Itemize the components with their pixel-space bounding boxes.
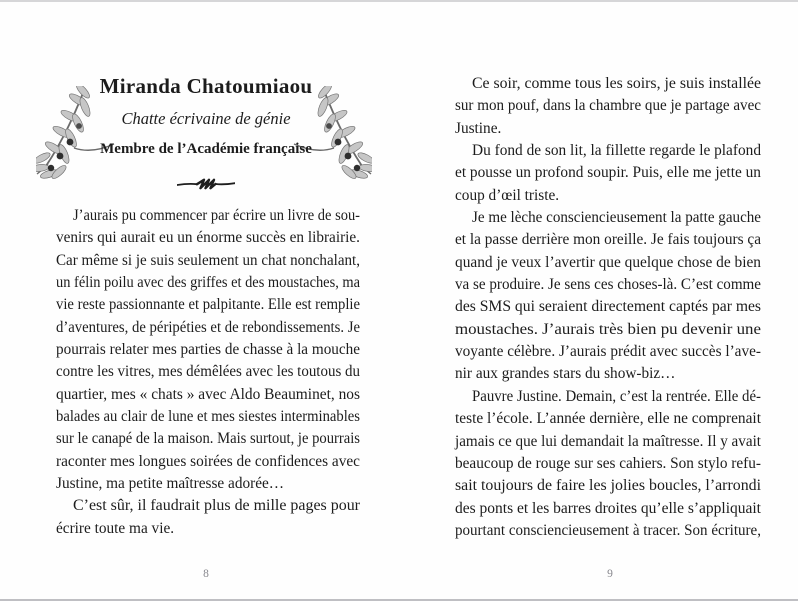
left-page-body-text xyxy=(56,205,360,540)
text-line: voyante célèbre. J’aurais prédit avec succès l’ave- xyxy=(455,343,761,361)
text-line: pourtant consciencieusement à tracer. Son écriture, xyxy=(455,521,761,539)
text-line: des SMS qui seraient directement captés par mes xyxy=(455,298,762,316)
text-line: quartier, mes « chats » avec Aldo Beauminet, nos xyxy=(56,385,361,403)
text-line: écrire toute ma vie. xyxy=(56,519,175,537)
text-line: contre les vitres, mes démêlées avec les toutous du xyxy=(56,363,361,381)
text-line: balades au clair de lune et mes siestes interminables xyxy=(56,408,361,426)
text-line: moustaches. J’aurais très bien pu devenir une xyxy=(455,320,761,338)
text-line: un félin poilu avec des griffes et des moustaches, ma xyxy=(56,274,361,292)
text-line: Justine. xyxy=(455,119,502,137)
text-line: J’aurais pu commencer par écrire un livre de sou- xyxy=(73,207,361,224)
text-line: et pousse un profond soupir. Puis, elle me jette un xyxy=(455,164,761,182)
text-line: d’aventures, de péripéties et de rebondissements. Je xyxy=(56,318,360,336)
author-role: Chatte écrivaine de génie xyxy=(121,109,291,128)
text-line: Ce soir, comme tous les soirs, je suis installée xyxy=(472,75,762,92)
text-line: et la passe derrière mon oreille. Je fais toujours ça xyxy=(455,231,762,249)
author-name: Miranda Chatoumiaou xyxy=(99,74,313,98)
text-line: des ponts et les barres droites qu’elle s’appliquait xyxy=(455,499,762,517)
text-line: sait toujours de faire les jolies boucles, l’arrondi xyxy=(455,477,761,495)
olive-branch-icon xyxy=(36,86,116,180)
right-page xyxy=(455,2,765,599)
text-line: C’est sûr, il faudrait plus de mille pages pour xyxy=(73,497,360,515)
text-line: teste l’école. L’année dernière, elle ne comprenait xyxy=(455,410,761,428)
page-number-left: 8 xyxy=(203,568,209,580)
text-line: beaucoup de rouge sur ses cahiers. Son stylo refu- xyxy=(455,454,762,472)
text-line: nir aux grandes stars du show-biz… xyxy=(455,365,676,383)
text-line: sur mon pouf, dans la chambre que je partage avec xyxy=(455,97,762,115)
text-line: Pauvre Justine. Demain, c’est la rentrée. Elle dé- xyxy=(472,387,761,405)
page-number-right: 9 xyxy=(607,568,613,580)
text-line: venirs qui aurait eu un énorme succès en librairie. xyxy=(56,229,361,247)
text-line: Car même si je suis seulement un chat nonchalant, xyxy=(56,251,360,269)
text-line: va se produire. Je sens ces choses-là. C’est comme xyxy=(455,276,762,294)
text-line: Du fond de son lit, la fillette regarde le plafond xyxy=(472,142,762,160)
text-line: jamais ce que lui demandait la maîtresse. Il y avait xyxy=(455,432,761,450)
rope-twist-divider-icon xyxy=(177,177,235,196)
right-page-body-text xyxy=(455,73,761,542)
text-line: coup d’œil triste. xyxy=(455,186,560,204)
olive-branch-icon xyxy=(292,86,372,180)
text-line: vie reste passionnante et palpitante. Elle est remplie xyxy=(56,296,361,314)
left-page xyxy=(52,2,360,599)
text-line: pourrais relater mes parties de chasse à la mouche xyxy=(56,341,361,359)
text-line: sur le canapé de la maison. Mais surtout, je pourrais xyxy=(56,430,360,448)
text-line: quand je veux l’avertir que quelque chose de bien xyxy=(455,253,762,271)
text-line: raconter mes longues soirées de confidences avec xyxy=(56,452,360,470)
author-affiliation: Membre de l’Académie française xyxy=(100,141,312,157)
text-line: Justine, ma petite maîtresse adorée… xyxy=(56,475,285,493)
text-line: Je me lèche consciencieusement la patte gauche xyxy=(472,209,762,227)
